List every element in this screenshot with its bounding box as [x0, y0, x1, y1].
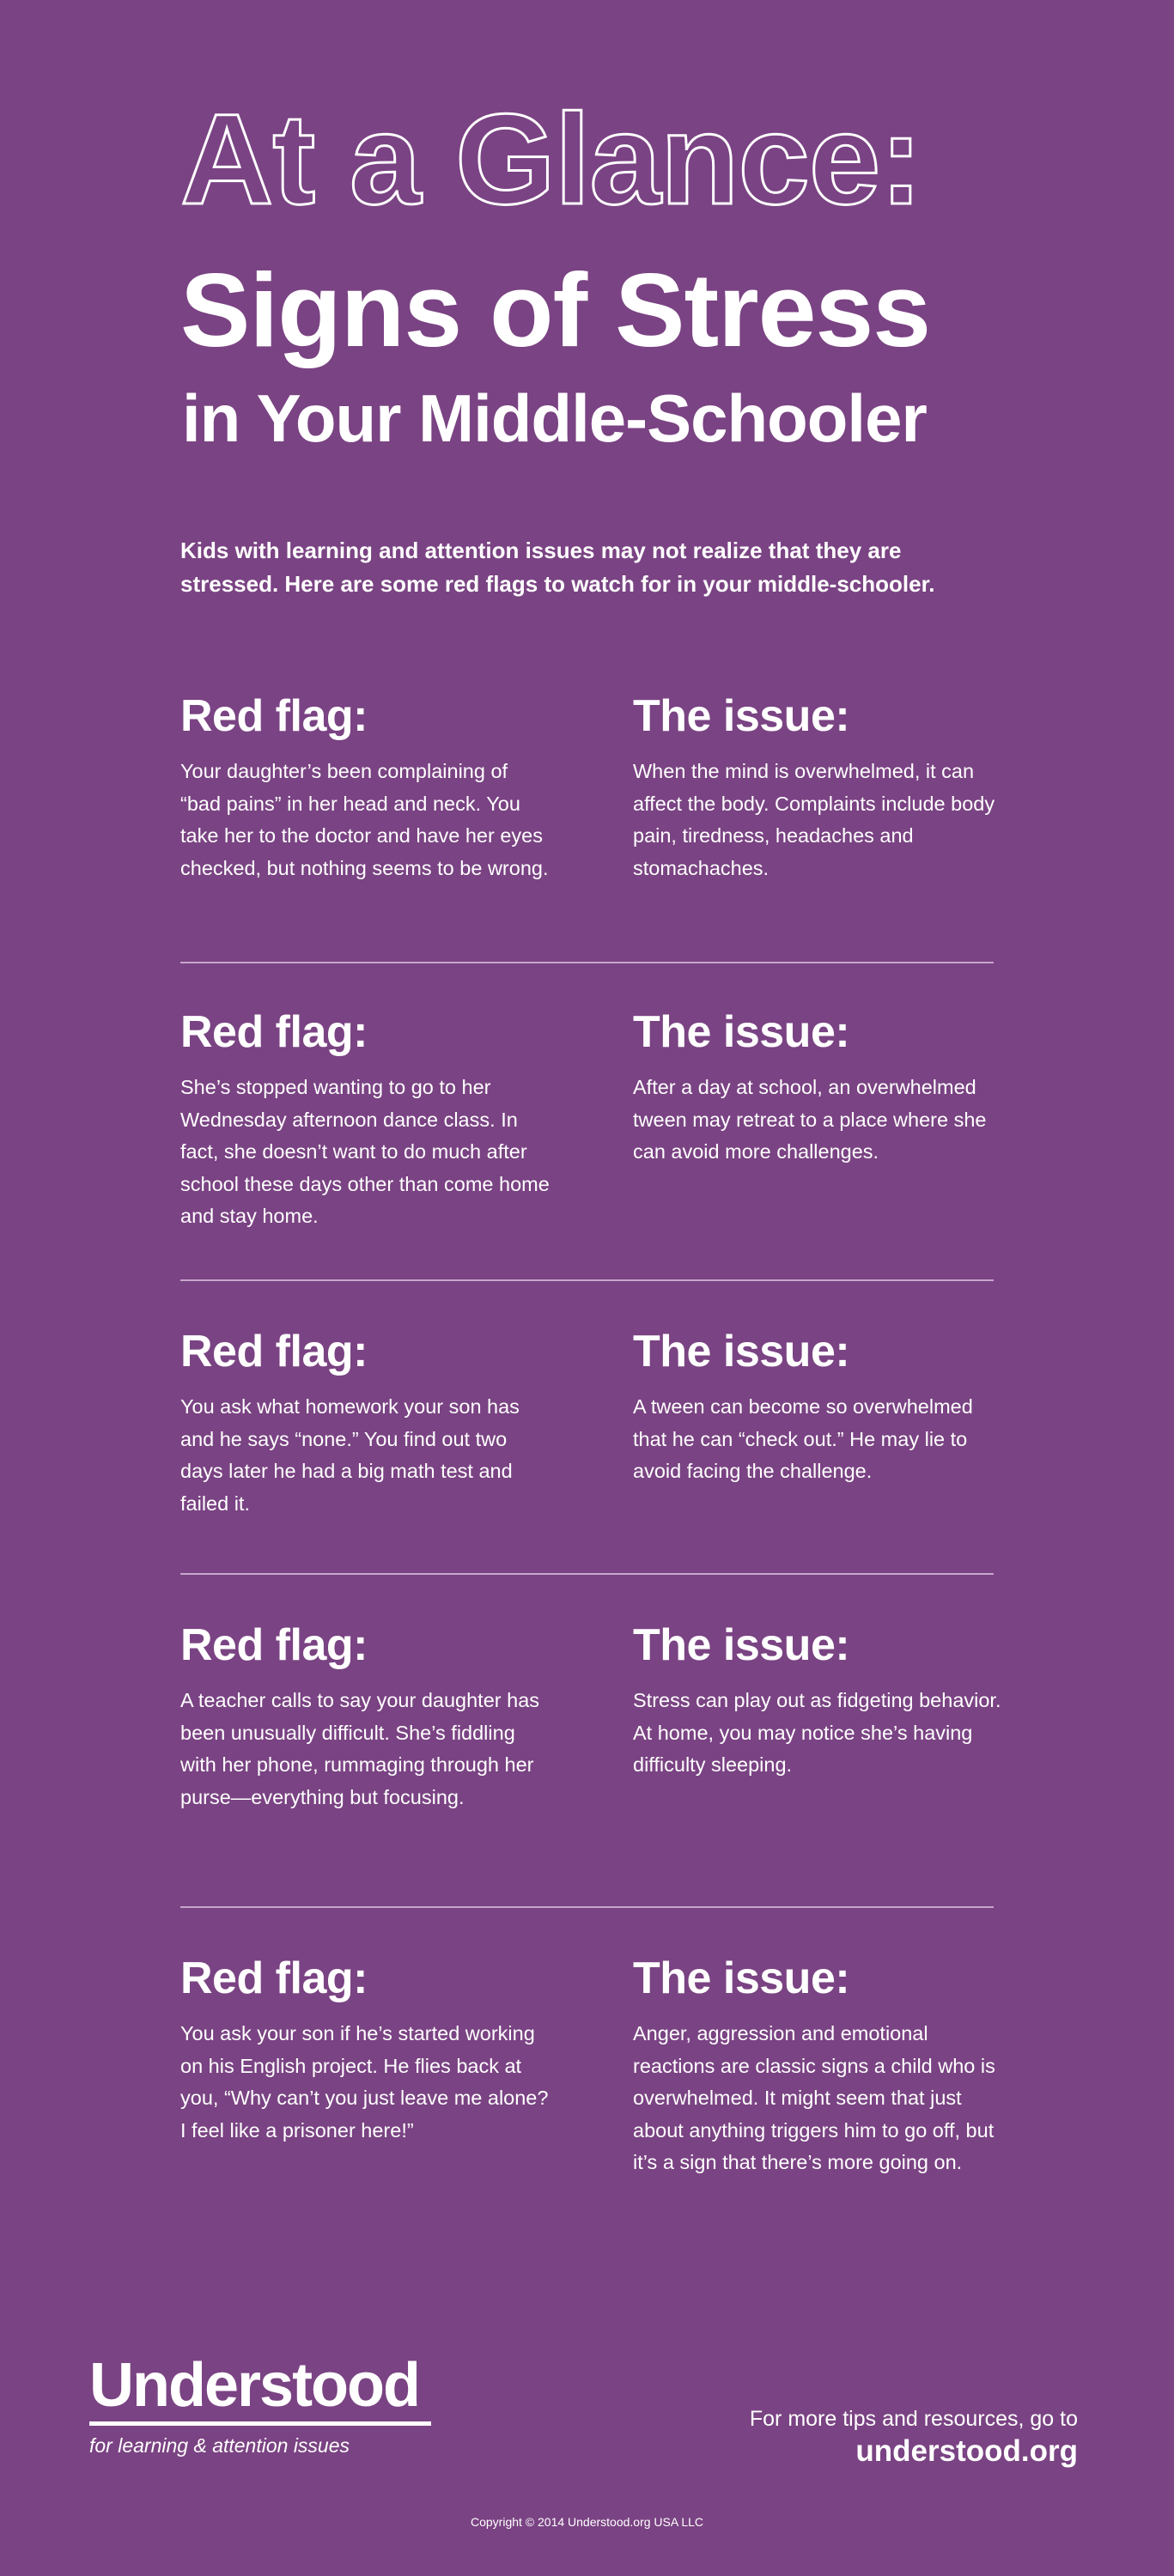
red-flag-heading: Red flag:: [180, 691, 368, 741]
red-flag-text: She’s stopped wanting to go to her Wednesday afternoon dance class. In fact, she doesn’t want to do much after school these days other than come home and stay home.: [180, 1076, 550, 1227]
red-flag-text: You ask your son if he’s started working on his English project. He flies back at you, “Why can’t you just leave me alone? I feel like a prisoner here!”: [180, 2022, 549, 2142]
row-divider: [180, 1906, 994, 1908]
red-flag-text: A teacher calls to say your daughter has been unusually difficult. She’s fiddling with her phone, rummaging through her purse—everything but focusing.: [180, 1689, 540, 1808]
issue-column: [633, 1953, 1002, 2179]
issue-text: A tween can become so overwhelmed that he can “check out.” He may lie to avoid facing the challenge.: [633, 1395, 973, 1482]
page-subtitle: in Your Middle-Schooler: [182, 380, 927, 456]
logo-tagline: for learning & attention issues: [89, 2434, 350, 2457]
red-flag-text: Your daughter’s been complaining of “bad pains” in her head and neck. You take her to the doctor and have her eyes checked, but nothing seems to be wrong.: [180, 760, 549, 879]
issue-heading: The issue:: [633, 1327, 850, 1376]
cta-text: For more tips and resources, go to: [749, 2407, 1078, 2431]
copyright-notice: Copyright © 2014 Understood.org USA LLC: [470, 2515, 704, 2529]
issue-text: Stress can play out as fidgeting behavior. At home, you may notice she’s having difficulty sleeping.: [633, 1689, 1001, 1776]
red-flag-column: [180, 1007, 550, 1233]
logo-underline: [89, 2421, 431, 2426]
red-flag-column: [180, 1329, 550, 1520]
row-divider: [180, 962, 994, 963]
red-flag-column: [180, 1953, 550, 2147]
issue-column: [633, 1007, 1002, 1169]
title-outline: At a Glance:: [180, 87, 922, 231]
issue-column: [633, 691, 1002, 884]
issue-column: [633, 1329, 1002, 1488]
issue-heading: The issue:: [633, 1007, 850, 1057]
issue-heading: The issue:: [633, 691, 850, 741]
row-divider: [180, 1573, 994, 1575]
red-flag-heading: Red flag:: [180, 1327, 368, 1376]
row-divider: [180, 1279, 994, 1281]
website-link[interactable]: understood.org: [855, 2434, 1078, 2468]
issue-text: Anger, aggression and emotional reactions are classic signs a child who is overwhelmed. It might seem that just about anything triggers him to go off, but it’s a sign that there’s more going on.: [633, 2022, 995, 2173]
red-flag-column: [180, 691, 550, 884]
red-flag-heading: Red flag:: [180, 1953, 368, 2003]
issue-text: When the mind is overwhelmed, it can affect the body. Complaints include body pain, tiredness, headaches and stomachaches.: [633, 760, 995, 879]
logo-wordmark: Understood: [89, 2351, 419, 2420]
intro-paragraph: Kids with learning and attention issues may not realize that they are stressed. Here are some red flags to watch for in your middle-schooler.: [180, 538, 935, 597]
issue-heading: The issue:: [633, 1620, 850, 1670]
issue-column: [633, 1620, 1002, 1782]
issue-heading: The issue:: [633, 1953, 850, 2003]
red-flag-text: You ask what homework your son has and he says “none.” You find out two days later he had a big math test and failed it.: [180, 1395, 520, 1515]
issue-text: After a day at school, an overwhelmed tween may retreat to a place where she can avoid more challenges.: [633, 1076, 987, 1163]
red-flag-heading: Red flag:: [180, 1620, 368, 1670]
call-to-action: [750, 2404, 1078, 2470]
page-title: Signs of Stress: [180, 252, 931, 368]
red-flag-heading: Red flag:: [180, 1007, 368, 1057]
understood-logo[interactable]: [89, 2351, 433, 2458]
red-flag-column: [180, 1620, 550, 1814]
